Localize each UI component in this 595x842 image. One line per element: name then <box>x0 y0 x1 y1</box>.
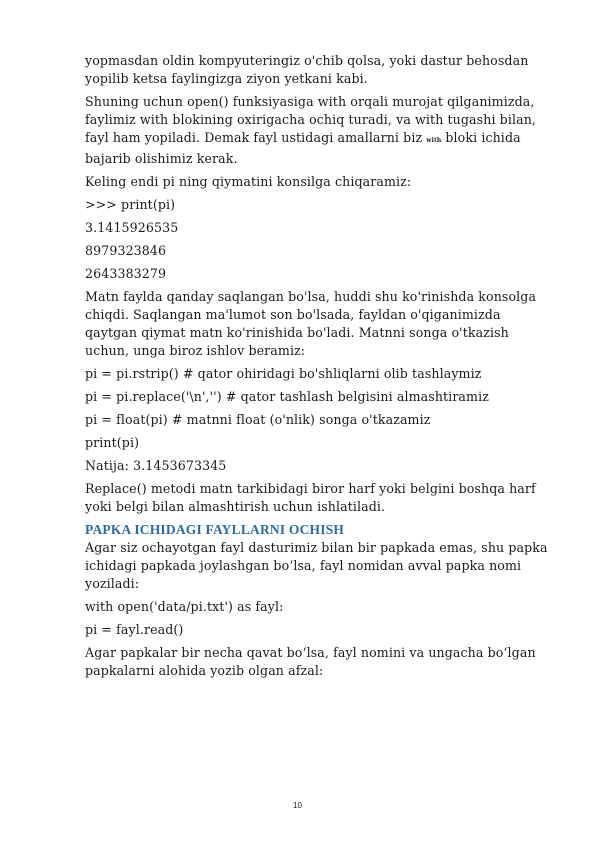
document-body <box>85 52 555 680</box>
paragraph-text: Shuning uchun open() funksiyasiga with orqali murojat qilganimizda, faylimiz with blokining oxirigacha ochiq turadi, va with tugashi bilan, fayl ham yopiladi. Demak fayl ustidagi amallarni biz <box>85 94 537 145</box>
code-line: pi = fayl.read() <box>85 622 184 637</box>
page-number: 10 <box>293 801 302 810</box>
paragraph: Matn faylda qanday saqlangan bo'lsa, huddi shu ko'rinishda konsolga chiqdi. Saqlangan ma'lumot son bo'lsada, fayldan o'qiganimizda qaytgan qiymat matn ko'rinishida bo'ladi. Matnni songa o'tkazish uchun, unga biroz ishlov beramiz: <box>85 289 537 358</box>
output-line: 3.1415926535 <box>85 220 179 235</box>
paragraph: Replace() metodi matn tarkibidagi biror harf yoki belgini boshqa harf yoki belgi bilan almashtirish uchun ishlatiladi. <box>85 481 536 514</box>
code-line: pi = pi.rstrip() # qator ohiridagi bo'shliqlarni olib tashlaymiz <box>85 366 482 381</box>
code-line: pi = pi.replace('\n','') # qator tashlash belgisini almashtiramiz <box>85 389 489 404</box>
paragraph: Keling endi pi ning qiymatini konsilga chiqaramiz: <box>85 174 412 189</box>
output-line: 8979323846 <box>85 243 167 258</box>
paragraph: Agar papkalar bir necha qavat bo‘lsa, fayl nomini va ungacha bo‘lgan papkalarni alohida yozib olgan afzal: <box>85 645 536 678</box>
inline-code-with: with <box>426 137 442 144</box>
section-heading: PAPKA ICHIDAGI FAYLLARNI OCHISH <box>85 522 345 537</box>
code-line: print(pi) <box>85 435 140 450</box>
result-line: Natija: 3.1453673345 <box>85 458 227 473</box>
code-line: with open('data/pi.txt') as fayl: <box>85 599 284 614</box>
paragraph: yopmasdan oldin kompyuteringiz o'chib qolsa, yoki dastur behosdan yopilib ketsa faylingizga ziyon yetkani kabi. <box>85 53 529 86</box>
code-line: >>> print(pi) <box>85 197 176 212</box>
paragraph: Agar siz ochayotgan fayl dasturimiz bilan bir papkada emas, shu papka ichidagi papkada joylashgan bo‘lsa, fayl nomidan avval papka nomi yoziladi: <box>85 540 548 591</box>
output-line: 2643383279 <box>85 266 167 281</box>
code-line: pi = float(pi) # matnni float (o'nlik) songa o'tkazamiz <box>85 412 431 427</box>
paragraph-text: bloki ichida bajarib olishimiz kerak. <box>85 130 521 166</box>
paragraph-with-blocks <box>85 93 555 168</box>
